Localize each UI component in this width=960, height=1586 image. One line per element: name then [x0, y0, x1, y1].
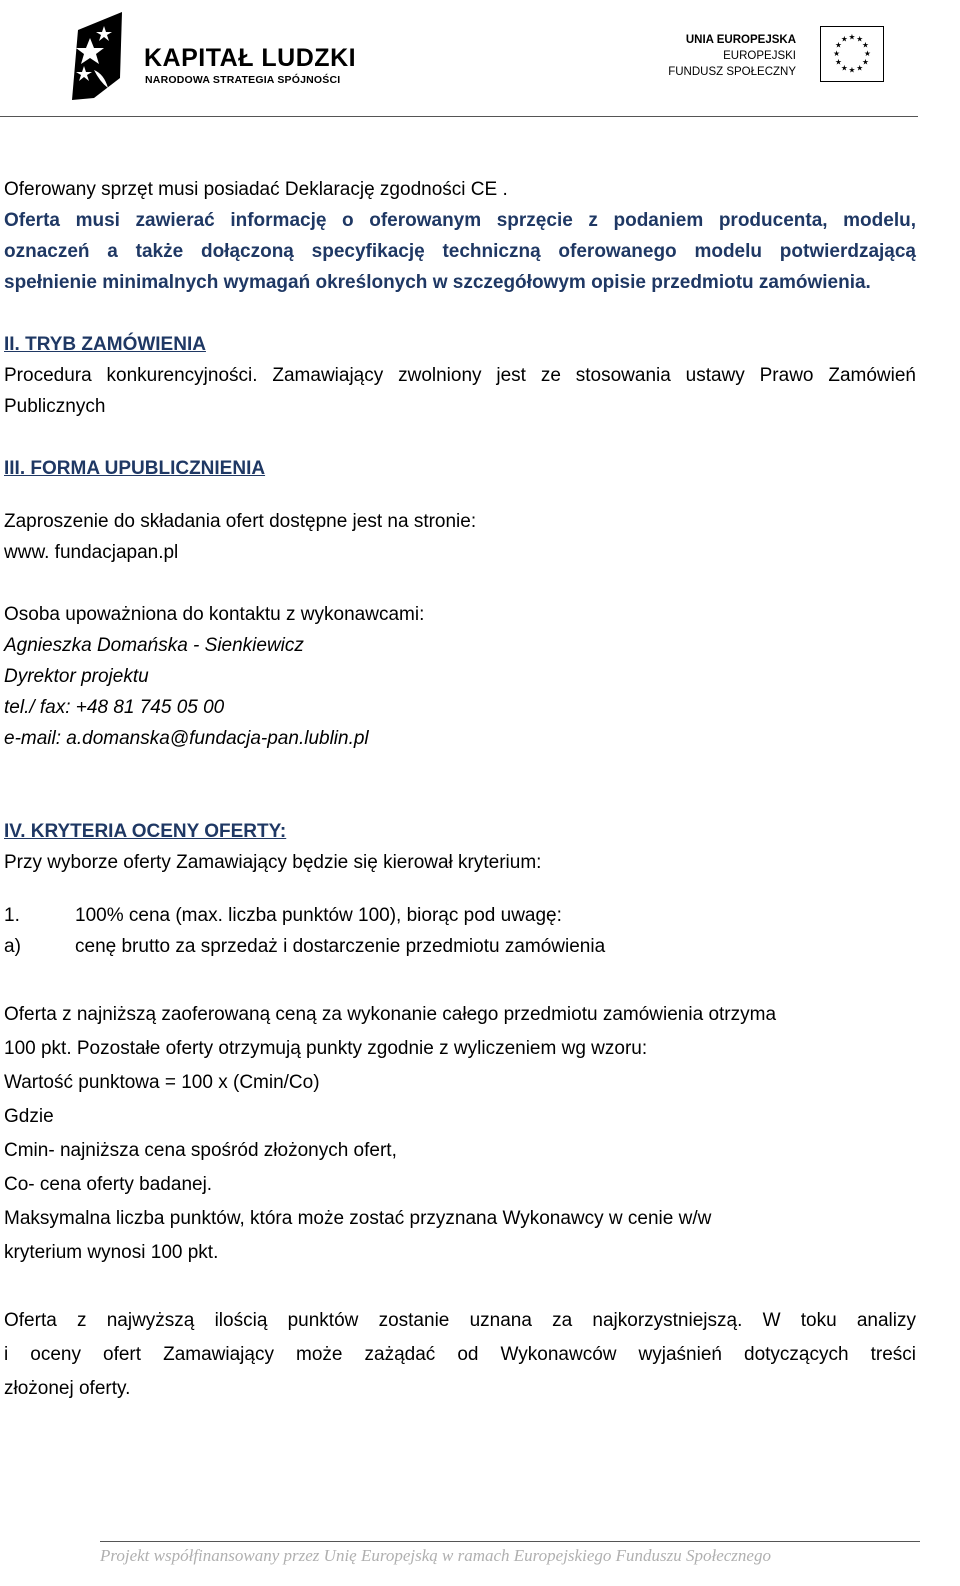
closing-line-2: i oceny ofert Zamawiający może zażądać od Wykonawców wyjaśnień dotyczących treści	[4, 1344, 916, 1365]
svg-text:★: ★	[833, 48, 841, 58]
intro-line-1: Oferowany sprzęt musi posiadać Deklarację zgodności CE .	[4, 179, 508, 200]
svg-text:★: ★	[835, 40, 842, 50]
eu-logo	[662, 26, 892, 86]
header-divider	[0, 116, 918, 117]
scoring-where: Gdzie	[4, 1106, 54, 1127]
list-item-text: cenę brutto za sprzedaż i dostarczenie przedmiotu zamówienia	[75, 936, 606, 957]
ue-line-3: FUNDUSZ SPOŁECZNY	[668, 66, 796, 78]
page-header	[0, 0, 960, 118]
svg-text:★: ★	[856, 34, 864, 44]
closing-line-1: Oferta z najwyższą ilością punktów zostanie uznana za najkorzystniejszą. W toku analizy	[4, 1310, 916, 1331]
svg-text:★: ★	[848, 32, 856, 42]
ue-line-1: UNIA EUROPEJSKA	[685, 34, 796, 46]
scoring-co: Co- cena oferty badanej.	[4, 1174, 213, 1195]
footer-divider	[100, 1541, 920, 1542]
section-4-heading: IV. KRYTERIA OCENY OFERTY:	[4, 821, 287, 842]
scoring-formula: Wartość punktowa = 100 x (Cmin/Co)	[4, 1072, 320, 1093]
svg-text:★: ★	[863, 48, 871, 58]
ue-line-2: EUROPEJSKI	[723, 50, 796, 62]
contact-label: Osoba upoważniona do kontaktu z wykonawcami:	[4, 604, 425, 625]
section-3-line-1: Zaproszenie do składania ofert dostępne jest na stronie:	[4, 511, 477, 532]
section-2-heading: II. TRYB ZAMÓWIENIA	[4, 334, 206, 355]
list-number: 1.	[4, 905, 20, 926]
kapital-ludzki-emblem-icon	[64, 8, 128, 104]
section-4-line-1: Przy wyborze oferty Zamawiający będzie się kierował kryterium:	[4, 852, 542, 873]
closing-line-3: złożonej oferty.	[4, 1378, 131, 1399]
svg-text:★: ★	[840, 63, 848, 73]
svg-text:★: ★	[856, 63, 864, 73]
section-3-heading: III. FORMA UPUBLICZNIENIA	[4, 458, 266, 479]
intro-line-3: oznaczeń a także dołączoną specyfikację techniczną oferowanego modelu potwierdzającą	[4, 241, 916, 262]
section-2-line-2: Publicznych	[4, 396, 106, 417]
contact-phone: tel./ fax: +48 81 745 05 00	[4, 697, 225, 718]
scoring-line-2: 100 pkt. Pozostałe oferty otrzymują punkty zgodnie z wyliczeniem wg wzoru:	[4, 1038, 648, 1059]
contact-email: e-mail: a.domanska@fundacja-pan.lublin.pl	[4, 728, 369, 749]
scoring-cmin: Cmin- najniższa cena spośród złożonych ofert,	[4, 1140, 397, 1161]
contact-name: Agnieszka Domańska - Sienkiewicz	[4, 635, 304, 656]
footer-text: Projekt współfinansowany przez Unię Europejską w ramach Europejskiego Funduszu Społecznego	[100, 1546, 771, 1565]
svg-text:★: ★	[862, 40, 869, 50]
svg-text:★: ★	[835, 57, 842, 67]
contact-role: Dyrektor projektu	[4, 666, 149, 687]
kl-title: KAPITAŁ LUDZKI	[144, 44, 357, 72]
intro-line-4: spełnienie minimalnych wymagań określonych w szczegółowym opisie przedmiotu zamówienia.	[4, 272, 871, 293]
list-letter: a)	[4, 936, 21, 957]
kl-subtitle: NARODOWA STRATEGIA SPÓJNOŚCI	[145, 74, 341, 86]
document-body	[4, 174, 916, 1406]
section-2-line-1: Procedura konkurencyjności. Zamawiający zwolniony jest ze stosowania ustawy Prawo Zamówień	[4, 365, 916, 386]
svg-text:★: ★	[840, 34, 848, 44]
intro-line-2: Oferta musi zawierać informację o oferowanym sprzęcie z podaniem producenta, modelu,	[4, 210, 916, 231]
kapital-ludzki-logo	[64, 8, 357, 108]
scoring-max-2: kryterium wynosi 100 pkt.	[4, 1242, 219, 1263]
eu-flag-icon	[820, 26, 884, 82]
criteria-item-1	[4, 900, 916, 931]
scoring-line-1: Oferta z najniższą zaoferowaną ceną za wykonanie całego przedmiotu zamówienia otrzyma	[4, 1004, 777, 1025]
svg-text:★: ★	[862, 57, 869, 67]
scoring-max-1: Maksymalna liczba punktów, która może zostać przyznana Wykonawcy w cenie w/w	[4, 1208, 712, 1229]
list-item-text: 100% cena (max. liczba punktów 100), biorąc pod uwagę:	[75, 905, 562, 926]
website-text: www. fundacjapan.pl	[4, 542, 179, 563]
criteria-item-a	[4, 931, 916, 962]
svg-text:★: ★	[848, 65, 856, 75]
